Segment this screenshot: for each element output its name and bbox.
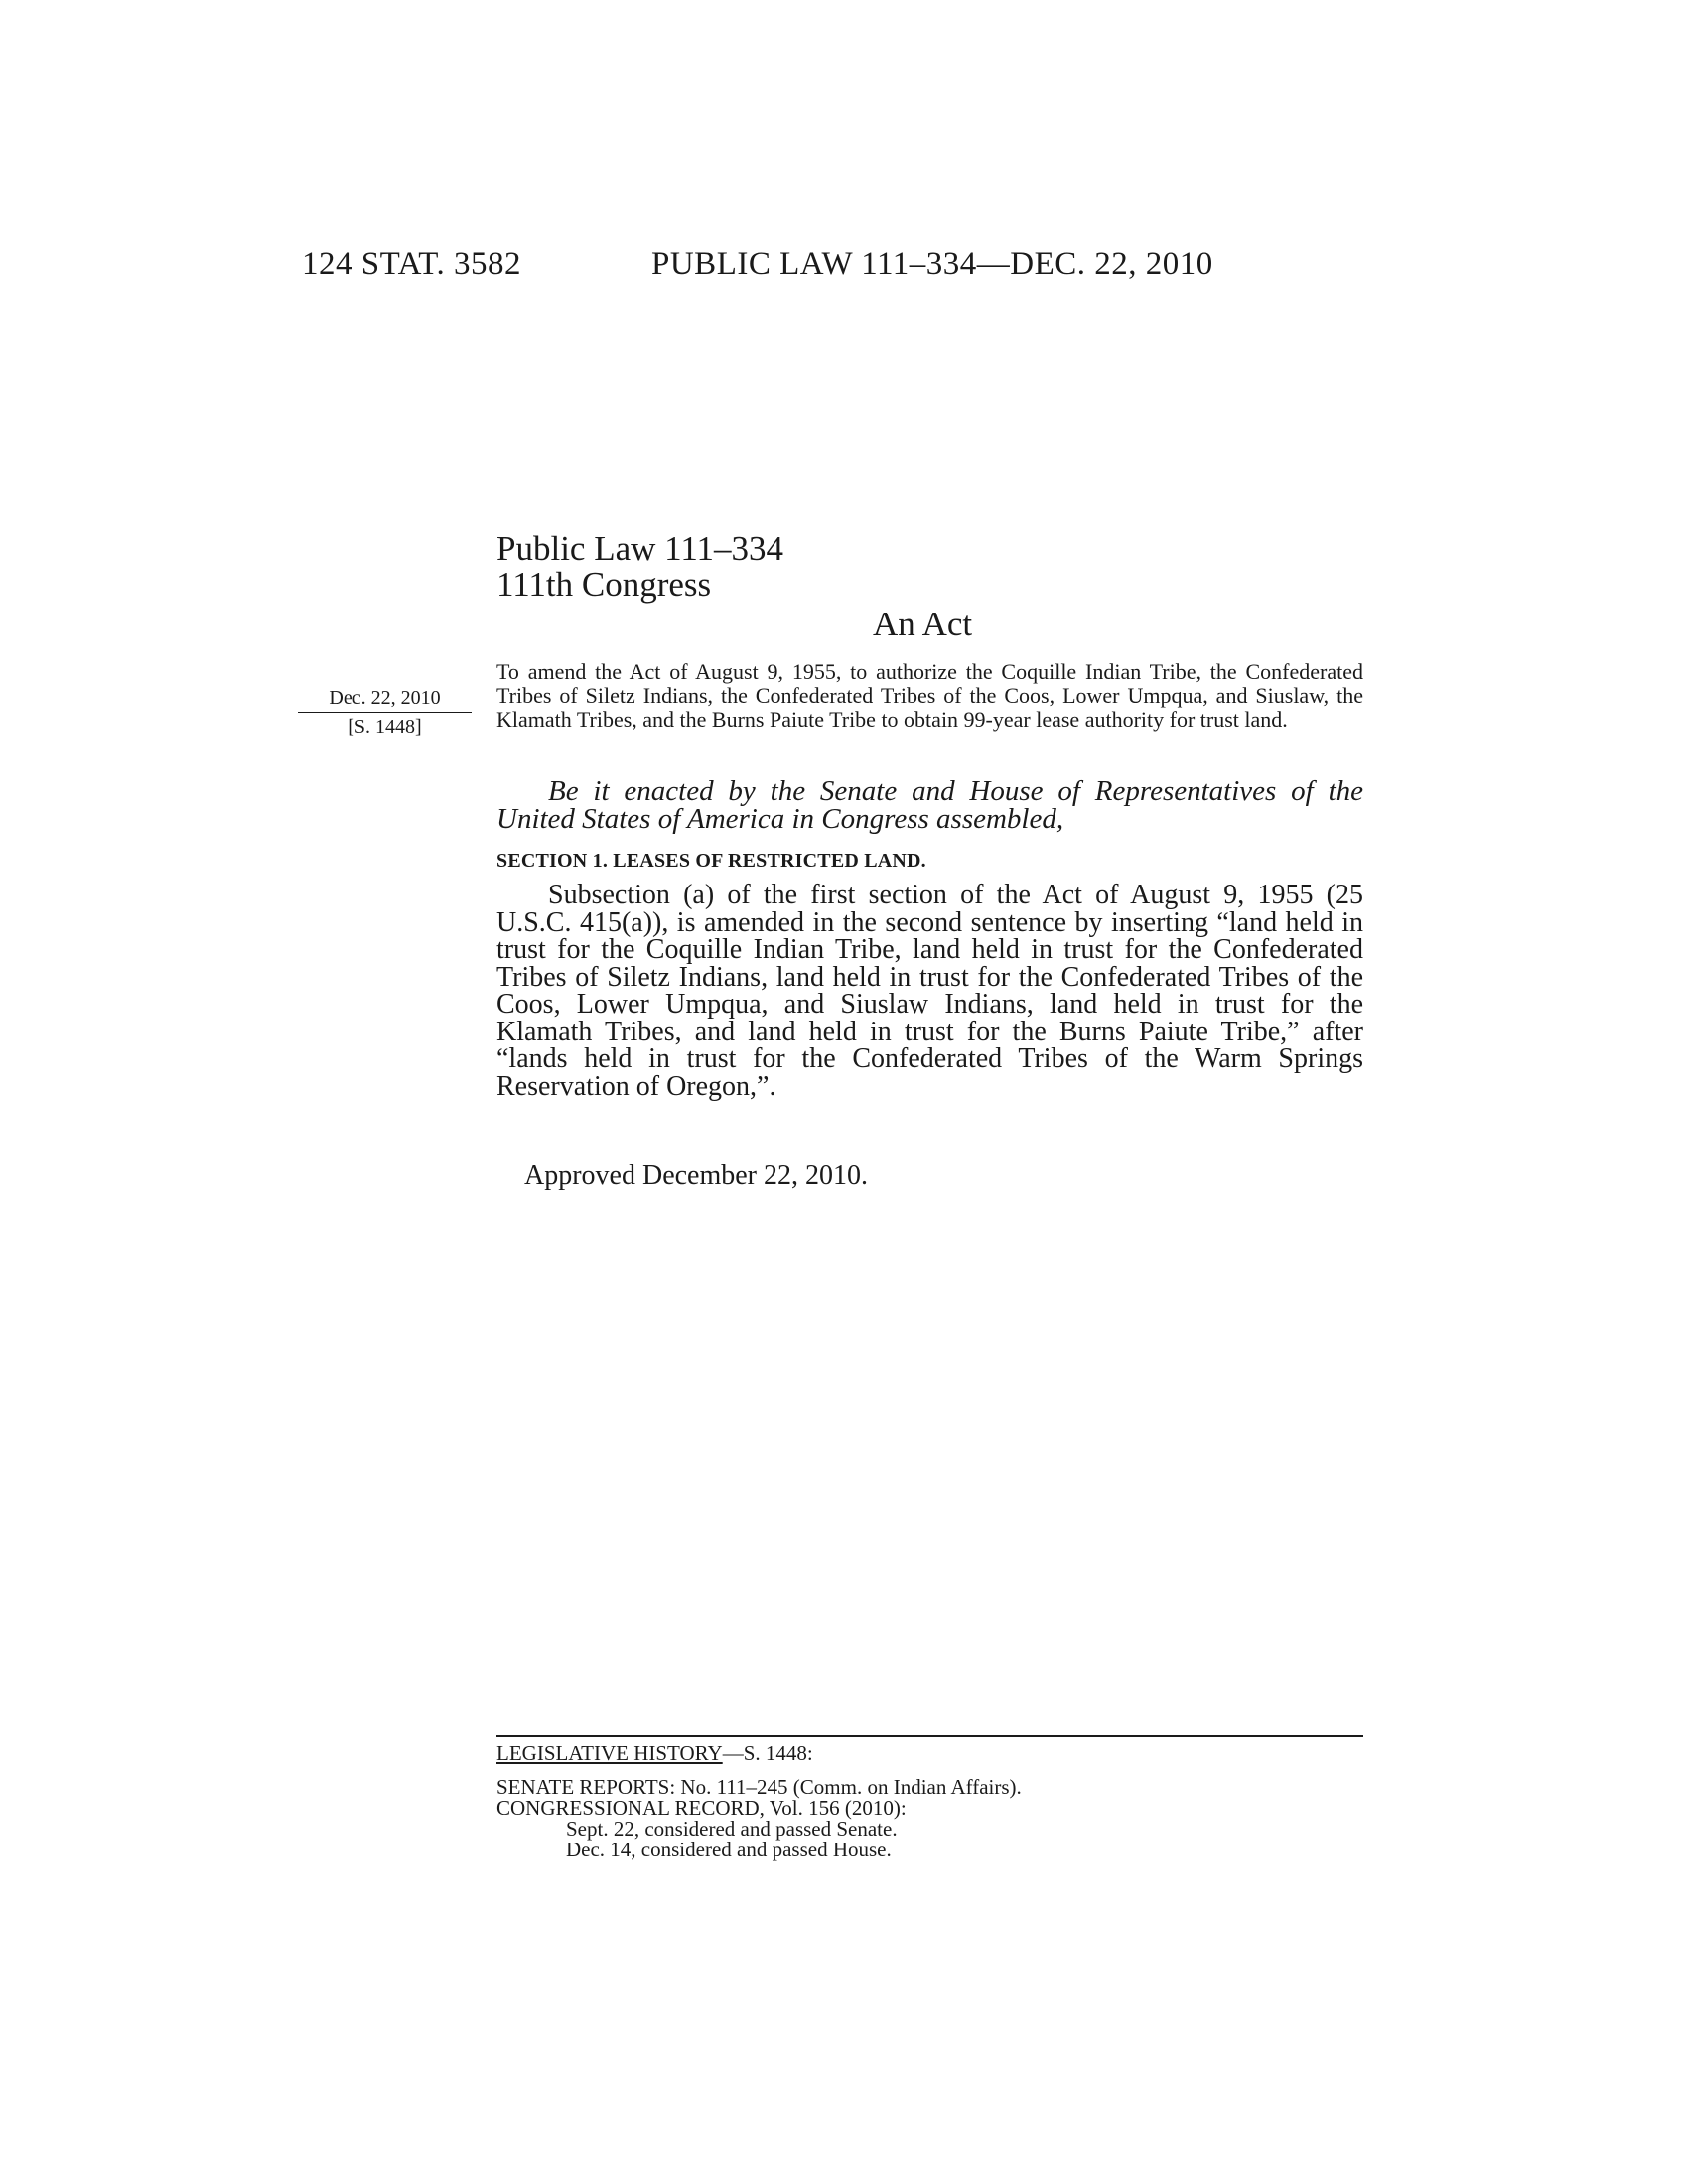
act-label: An Act	[873, 605, 973, 643]
legislative-history-label: LEGISLATIVE HISTORY	[496, 1741, 723, 1765]
approval-date: Approved December 22, 2010.	[524, 1160, 869, 1191]
section-body-text: Subsection (a) of the first section of the Act of August 9, 1955 (25 U.S.C. 415(a)), is amended in the second sentence by inserting “land held in trust for the Coquille Indian Tribe, land held in trust for the Confederated Tribes of Siletz Indians, land held in trust for the Confederated Tribes of the Coos, Lower Umpqua, and Siuslaw Indians, land held in trust for the Klamath Tribes, and land held in trust for the Burns Paiute Tribe,” after “lands held in trust for the Confederated Tribes of the Warm Springs Reservation of Oregon,”.	[496, 880, 1363, 1102]
senate-reports: SENATE REPORTS: No. 111–245 (Comm. on Indian Affairs).	[496, 1775, 1022, 1799]
margin-date: Dec. 22, 2010	[298, 687, 472, 713]
history-divider	[496, 1735, 1363, 1737]
section-body	[496, 882, 1363, 1100]
enacting-clause-text: Be it enacted by the Senate and House of Representatives of the United States of America in Congress assembled,	[496, 775, 1363, 835]
congressional-record: CONGRESSIONAL RECORD, Vol. 156 (2010):	[496, 1796, 907, 1820]
margin-bill-number: [S. 1448]	[348, 716, 422, 738]
public-law-number: Public Law 111–334	[496, 529, 784, 568]
history-entry: Dec. 14, considered and passed House.	[566, 1838, 892, 1861]
legislative-history-bill: —S. 1448:	[722, 1741, 813, 1765]
legislative-history-title	[496, 1741, 813, 1766]
stat-citation: 124 STAT. 3582	[302, 246, 522, 282]
enacting-clause	[496, 777, 1363, 833]
running-head-law-date: PUBLIC LAW 111–334—DEC. 22, 2010	[651, 246, 1213, 282]
congress-number: 111th Congress	[496, 565, 712, 604]
title-block	[496, 531, 783, 603]
section-heading: SECTION 1. LEASES OF RESTRICTED LAND.	[496, 850, 926, 872]
history-entry: Sept. 22, considered and passed Senate.	[566, 1817, 898, 1841]
purpose-clause: To amend the Act of August 9, 1955, to authorize the Coquille Indian Tribe, the Confederated Tribes of Siletz Indians, the Confederated Tribes of the Coos, Lower Umpqua, and Siuslaw, the Klamath Tribes, and the Burns Paiute Tribe to obtain 99-year lease authority for trust land.	[496, 659, 1363, 732]
